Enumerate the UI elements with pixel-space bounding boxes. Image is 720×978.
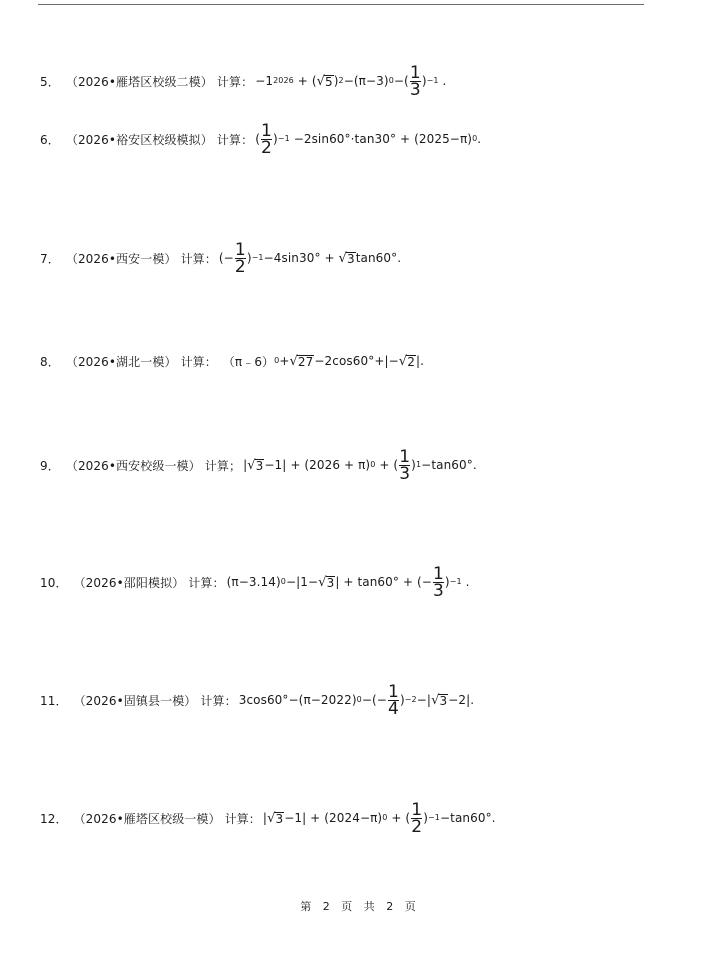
problem-8 bbox=[40, 346, 424, 376]
header-rule bbox=[38, 4, 644, 5]
problem-label: 计算： bbox=[216, 132, 254, 147]
problem-number: 8． bbox=[40, 354, 60, 369]
problem-12 bbox=[40, 799, 496, 837]
problem-source: （2026•固镇县一模） bbox=[73, 693, 197, 708]
problem-label: 计算； bbox=[204, 458, 242, 473]
problem-number: 9． bbox=[40, 458, 60, 473]
problem-label: 计算： bbox=[224, 811, 261, 826]
problem-label: 计算： bbox=[188, 575, 225, 590]
problem-source: （2026•雁塔区校级二模） bbox=[65, 74, 213, 89]
problem-number: 11． bbox=[40, 693, 68, 708]
math-expression: | √ 3 −1| + (2026 + π) 0 + ( $\frac{1}{3}$ ) 1 −tan60°. bbox=[243, 446, 477, 484]
fraction: $\frac{1}{2}$ bbox=[261, 120, 272, 158]
problem-label: 计算： bbox=[180, 354, 217, 369]
problem-source: （2026•湖北一模） bbox=[65, 354, 177, 369]
math-expression: 3cos60°−(π−2022) 0 −(− $\frac{1}{4}$ ) −2 −| √ 3 −2|. bbox=[238, 681, 475, 719]
math-expression: (π−3.14) 0 −|1− √ 3 | + tan60° + (− $\frac{1}{3}$ ) −1 . bbox=[226, 563, 470, 601]
problem-label: 计算： bbox=[180, 251, 217, 266]
problem-number: 10． bbox=[40, 575, 68, 590]
sqrt-symbol: √ 27 bbox=[289, 353, 314, 369]
sqrt-symbol: √ 5 bbox=[316, 73, 333, 89]
sqrt-symbol: √ 3 bbox=[338, 250, 355, 266]
math-expression: −1 2026 + ( √ 5 ) 2 −(π−3) 0 −( $\frac{1}{3}$ ) −1 . bbox=[255, 62, 447, 100]
problem-source: （2026•西安一模） bbox=[65, 251, 177, 266]
fraction: $\frac{1}{3}$ bbox=[432, 563, 444, 601]
sqrt-symbol: √ 2 bbox=[398, 353, 415, 369]
fraction: $\frac{1}{4}$ bbox=[387, 681, 399, 719]
math-expression: | √ 3 −1| + (2024−π) 0 + ( $\frac{1}{2}$ ) −1 −tan60°. bbox=[262, 799, 496, 837]
problem-number: 6． bbox=[40, 132, 60, 147]
sqrt-symbol: √ 3 bbox=[267, 810, 284, 826]
fraction: $\frac{1}{2}$ bbox=[411, 799, 423, 837]
problem-11 bbox=[40, 681, 475, 719]
problem-5 bbox=[40, 62, 447, 100]
problem-7 bbox=[40, 239, 402, 277]
problem-label: 计算： bbox=[216, 74, 254, 89]
fraction: $\frac{1}{3}$ bbox=[399, 446, 411, 484]
sqrt-symbol: √ 3 bbox=[318, 574, 335, 590]
page-footer: 第 2 页 共 2 页 bbox=[300, 900, 420, 913]
fraction: $\frac{1}{2}$ bbox=[234, 239, 246, 277]
sqrt-symbol: √ 3 bbox=[431, 692, 448, 708]
math-expression: （π﹣6） 0 + √ 27 −2cos60°+|− √ 2 |. bbox=[218, 353, 424, 369]
fraction: $\frac{1}{3}$ bbox=[409, 62, 421, 100]
math-expression: ( $\frac{1}{2}$ ) −1 −2sin60°·tan30° + (2025−π) 0 . bbox=[255, 120, 482, 158]
sqrt-symbol: √ 3 bbox=[247, 457, 264, 473]
problem-10 bbox=[40, 563, 470, 601]
problem-source: （2026•裕安区校级模拟） bbox=[65, 132, 213, 147]
problem-number: 7． bbox=[40, 251, 60, 266]
problem-source: （2026•雁塔区校级一模） bbox=[73, 811, 221, 826]
math-expression: (− $\frac{1}{2}$ ) −1 −4sin30° + √ 3 tan60°. bbox=[218, 239, 402, 277]
problem-6 bbox=[40, 120, 482, 158]
problem-label: 计算： bbox=[200, 693, 237, 708]
problem-9 bbox=[40, 446, 477, 484]
problem-number: 12． bbox=[40, 811, 68, 826]
problem-source: （2026•西安校级一模） bbox=[65, 458, 201, 473]
problem-number: 5． bbox=[40, 74, 60, 89]
problem-source: （2026•邵阳模拟） bbox=[73, 575, 185, 590]
